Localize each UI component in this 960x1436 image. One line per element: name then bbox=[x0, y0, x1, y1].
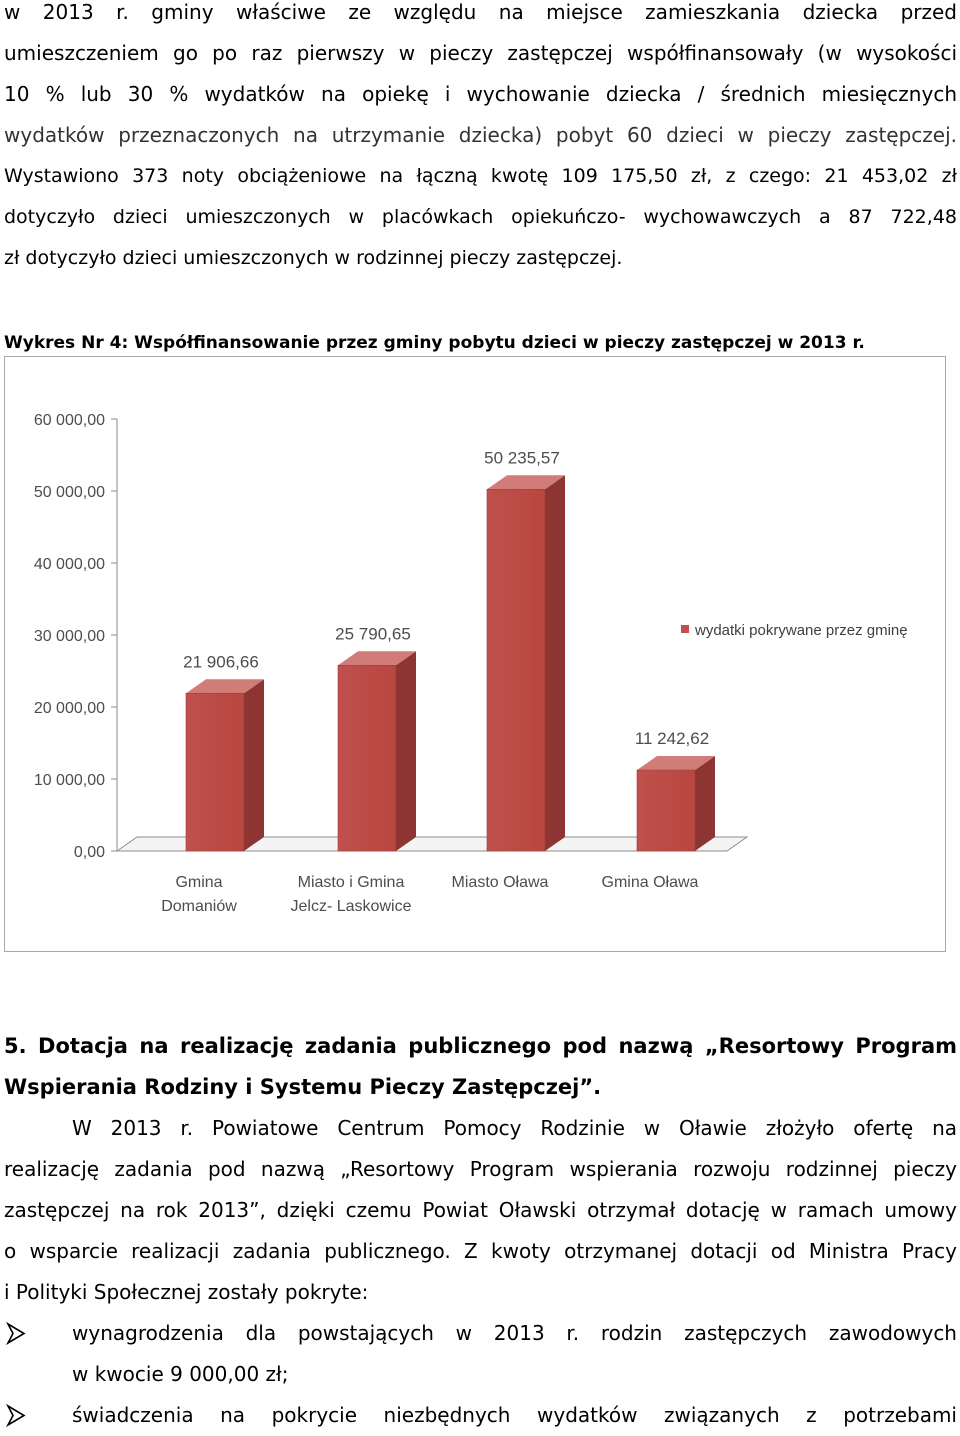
text-line: Wystawiono 373 noty obciążeniowe na łączną kwotę 109 175,50 zł, z czego: 21 453,02 zł bbox=[4, 165, 957, 187]
legend-label: wydatki pokrywane przez gminę bbox=[695, 622, 908, 639]
bar-side bbox=[545, 475, 565, 851]
bar-value-label: 50 235,57 bbox=[484, 448, 560, 468]
paragraph-grant bbox=[4, 1108, 957, 1313]
bar-side bbox=[244, 679, 264, 851]
text-line: wydatków przeznaczonych na utrzymanie dziecka) pobyt 60 dzieci w pieczy zastępczej. bbox=[4, 123, 957, 147]
text-line: 10 % lub 30 % wydatków na opiekę i wychowanie dziecka / średnich miesięcznych bbox=[4, 82, 957, 106]
bar-side bbox=[396, 651, 416, 851]
text-line: świadczenia na pokrycie niezbędnych wydatków związanych z potrzebami bbox=[72, 1403, 957, 1427]
text-line: w 2013 r. gminy właściwe ze względu na miejsce zamieszkania dziecka przed bbox=[4, 0, 957, 24]
paragraph-cofinancing bbox=[4, 0, 957, 279]
bar-value-label: 11 242,62 bbox=[634, 729, 710, 749]
y-tick-label: 50 000,00 bbox=[33, 484, 105, 501]
chart-caption: Wykres Nr 4: Współfinansowanie przez gminy pobytu dzieci w pieczy zastępczej w 2013 r. bbox=[4, 333, 865, 353]
y-tick-label: 10 000,00 bbox=[33, 772, 105, 789]
text-line: wynagrodzenia dla powstających w 2013 r. rodzin zastępczych zawodowych bbox=[72, 1321, 957, 1345]
bar-side bbox=[695, 756, 715, 851]
category-label: Gmina Oława bbox=[601, 874, 699, 891]
y-tick-label: 30 000,00 bbox=[33, 628, 105, 645]
heading-line: 5. Dotacja na realizację zadania publicznego pod nazwą „Resortowy Program bbox=[4, 1034, 957, 1058]
bar-value-label: 25 790,65 bbox=[335, 624, 411, 644]
section-heading-5 bbox=[4, 1026, 957, 1108]
category-label: Domaniów bbox=[161, 898, 237, 915]
bar bbox=[186, 693, 244, 851]
text-line: umieszczeniem go po raz pierwszy w pieczy zastępczej współfinansowały (w wysokości bbox=[4, 41, 957, 65]
category-label: Jelcz- Laskowice bbox=[290, 898, 412, 915]
bar bbox=[487, 489, 545, 851]
category-label: Miasto Oława bbox=[451, 874, 549, 891]
bar-chart bbox=[5, 357, 945, 951]
bar bbox=[637, 770, 695, 851]
arrow-bullet-icon bbox=[4, 1313, 28, 1354]
text-line: i Polityki Społecznej zostały pokryte: bbox=[4, 1280, 369, 1304]
text-line: zł dotyczyło dzieci umieszczonych w rodzinnej pieczy zastępczej. bbox=[4, 247, 623, 269]
text-line: o wsparcie realizacji zadania publicznego. Z kwoty otrzymanej dotacji od Ministra Pracy bbox=[4, 1239, 957, 1263]
y-tick-label: 20 000,00 bbox=[33, 700, 105, 717]
category-label: Miasto i Gmina bbox=[297, 874, 405, 891]
arrow-bullet-icon bbox=[4, 1395, 28, 1436]
y-tick-label: 0,00 bbox=[73, 844, 105, 861]
bullet-text bbox=[72, 1395, 957, 1436]
text-line: w kwocie 9 000,00 zł; bbox=[72, 1362, 289, 1386]
y-tick-label: 60 000,00 bbox=[33, 412, 105, 429]
category-label: Gmina bbox=[175, 874, 223, 891]
text-line: realizację zadania pod nazwą „Resortowy Program wspierania rozwoju rodzinnej pieczy bbox=[4, 1157, 957, 1181]
y-tick-label: 40 000,00 bbox=[33, 556, 105, 573]
text-line: W 2013 r. Powiatowe Centrum Pomocy Rodzinie w Oławie złożyło ofertę na bbox=[72, 1116, 957, 1140]
text-line: zastępczej na rok 2013”, dzięki czemu Powiat Oławski otrzymał dotację w ramach umowy bbox=[4, 1198, 957, 1222]
text-line: dotyczyło dzieci umieszczonych w placówkach opiekuńczo- wychowawczych a 87 722,48 bbox=[4, 206, 957, 228]
bullet-text bbox=[72, 1313, 957, 1395]
bullet-item bbox=[0, 1313, 957, 1395]
chart-frame bbox=[4, 356, 946, 952]
heading-line: Wspierania Rodziny i Systemu Pieczy Zastępczej”. bbox=[4, 1075, 602, 1099]
bullet-item bbox=[0, 1395, 957, 1436]
legend-swatch bbox=[681, 625, 689, 633]
bar-value-label: 21 906,66 bbox=[183, 652, 259, 672]
bar bbox=[338, 665, 396, 851]
